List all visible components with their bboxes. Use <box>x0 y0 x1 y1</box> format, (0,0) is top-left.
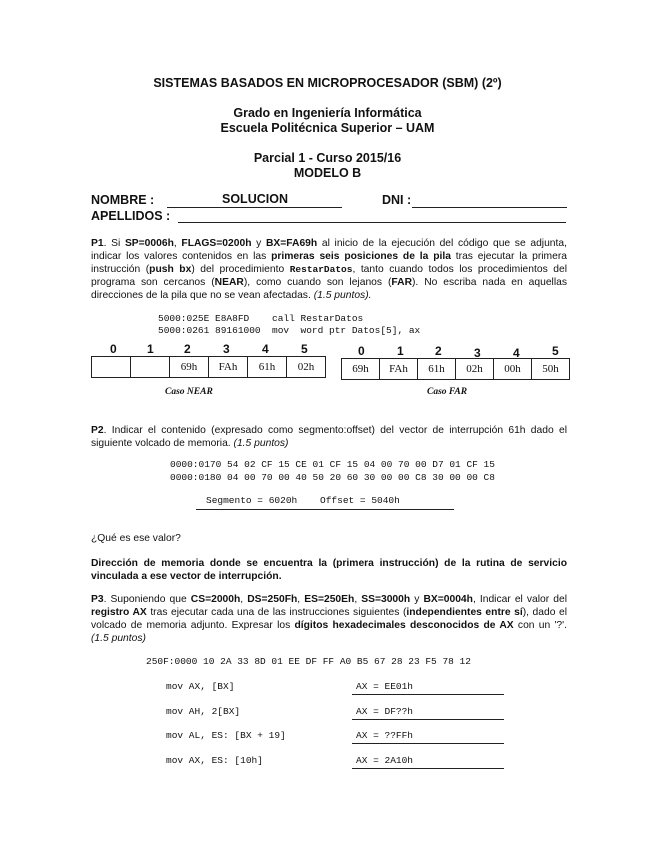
p3-answer-line-3 <box>352 743 504 744</box>
p2-dump-line-1: 0000:0170 54 02 CF 15 CE 01 CF 15 04 00 70 00 D7 01 CF 15 <box>170 459 495 470</box>
p1-code-line-2: 5000:0261 89161000 mov word ptr Datos[5], ax <box>158 325 421 336</box>
far-cell-1: FAh <box>380 359 418 380</box>
p1-code-line-1: 5000:025E E8A8FD call RestarDatos <box>158 313 364 324</box>
near-index-4: 4 <box>262 342 269 356</box>
p3-instruction-2: mov AH, 2[BX] <box>166 706 241 717</box>
apellidos-label: APELLIDOS : <box>91 209 171 223</box>
nombre-value: SOLUCION <box>222 192 288 206</box>
apellidos-line <box>178 222 566 223</box>
nombre-line <box>167 207 342 208</box>
p3-instruction-3: mov AL, ES: [BX + 19] <box>166 730 286 741</box>
p1-statement: P1. Si SP=0006h, FLAGS=0200h y BX=FA69h al inicio de la ejecución del código que se adjunta, indicar los valores contenidos en las primeras seis posiciones de la pila tras ejecutar la primera instrucción (push bx) del procedimiento RestarDatos, tanto cuando todos los procedimientos del programa son cercanos (NEAR), como cuando son lejanos (FAR). No escriba nada en aquellas direcciones de la pila que no se vean afectadas. (1.5 puntos). <box>91 238 567 301</box>
far-stack-table <box>341 358 570 380</box>
course-title: SISTEMAS BASADOS EN MICROPROCESADOR (SBM) (2º) <box>153 76 502 90</box>
dni-label: DNI : <box>382 193 412 207</box>
far-cell-2: 61h <box>418 359 456 380</box>
near-cell-5: 02h <box>287 357 326 378</box>
p3-answer-line-4 <box>352 768 504 769</box>
p3-answer-2: AX = DF??h <box>356 706 414 717</box>
far-cell-3: 02h <box>456 359 494 380</box>
far-index-4: 4 <box>513 346 520 360</box>
p3-answer-1: AX = EE01h <box>356 681 414 692</box>
near-cell-0 <box>92 357 131 378</box>
p3-statement: P3. Suponiendo que CS=2000h, DS=250Fh, ES=250Eh, SS=3000h y BX=0004h, Indicar el valor del registro AX tras ejecutar cada una de las instrucciones siguientes (independientes entre sí), dado el volcado de memoria adjunto. Expresar los dígitos hexadecimales desconocidos de AX con un '?'. (1.5 puntos) <box>91 594 568 644</box>
near-cell-3: FAh <box>209 357 248 378</box>
p3-instruction-1: mov AX, [BX] <box>166 681 235 692</box>
p2-explanation: Dirección de memoria donde se encuentra la (primera instrucción) de la rutina de servicio vinculada a ese vector de interrupción. <box>91 558 567 582</box>
p3-dump: 250F:0000 10 2A 33 8D 01 EE DF FF A0 B5 67 28 23 F5 78 12 <box>146 656 471 667</box>
far-cell-5: 50h <box>532 359 570 380</box>
far-index-5: 5 <box>552 344 559 358</box>
p2-answer: Segmento = 6020h Offset = 5040h <box>206 495 400 506</box>
p3-answer-line-1 <box>352 694 504 695</box>
dni-line <box>412 207 567 208</box>
near-stack-table <box>91 356 326 378</box>
near-index-3: 3 <box>223 342 230 356</box>
far-index-1: 1 <box>397 344 404 358</box>
near-cell-2: 69h <box>170 357 209 378</box>
p3-answer-3: AX = ??FFh <box>356 730 414 741</box>
model-title: MODELO B <box>293 166 362 180</box>
p2-statement: P2. Indicar el contenido (expresado como segmento:offset) del vector de interrupción 61h dado el siguiente volcado de memoria. (1.5 puntos) <box>91 425 567 449</box>
near-cell-1 <box>131 357 170 378</box>
p3-answer-line-2 <box>352 719 504 720</box>
p3-instruction-4: mov AX, ES: [10h] <box>166 755 263 766</box>
near-index-2: 2 <box>184 342 191 356</box>
far-index-3: 3 <box>474 346 481 360</box>
near-index-0: 0 <box>110 342 117 356</box>
far-cell-4: 00h <box>494 359 532 380</box>
far-caption: Caso FAR <box>427 387 468 397</box>
near-index-5: 5 <box>301 342 308 356</box>
near-caption: Caso NEAR <box>165 387 213 397</box>
exam-title: Parcial 1 - Curso 2015/16 <box>253 151 402 165</box>
school-title: Escuela Politécnica Superior – UAM <box>220 121 435 135</box>
degree-title: Grado en Ingeniería Informática <box>233 106 422 120</box>
far-cell-0: 69h <box>342 359 380 380</box>
p2-dump-line-2: 0000:0180 04 00 70 00 40 50 20 60 30 00 00 C8 30 00 00 C8 <box>170 472 495 483</box>
nombre-label: NOMBRE : <box>91 193 155 207</box>
near-cell-4: 61h <box>248 357 287 378</box>
near-index-1: 1 <box>147 342 154 356</box>
p2-question: ¿Qué es ese valor? <box>91 533 181 544</box>
far-index-2: 2 <box>435 344 442 358</box>
far-index-0: 0 <box>358 344 365 358</box>
p2-answer-line <box>196 509 454 510</box>
p3-answer-4: AX = 2A10h <box>356 755 414 766</box>
